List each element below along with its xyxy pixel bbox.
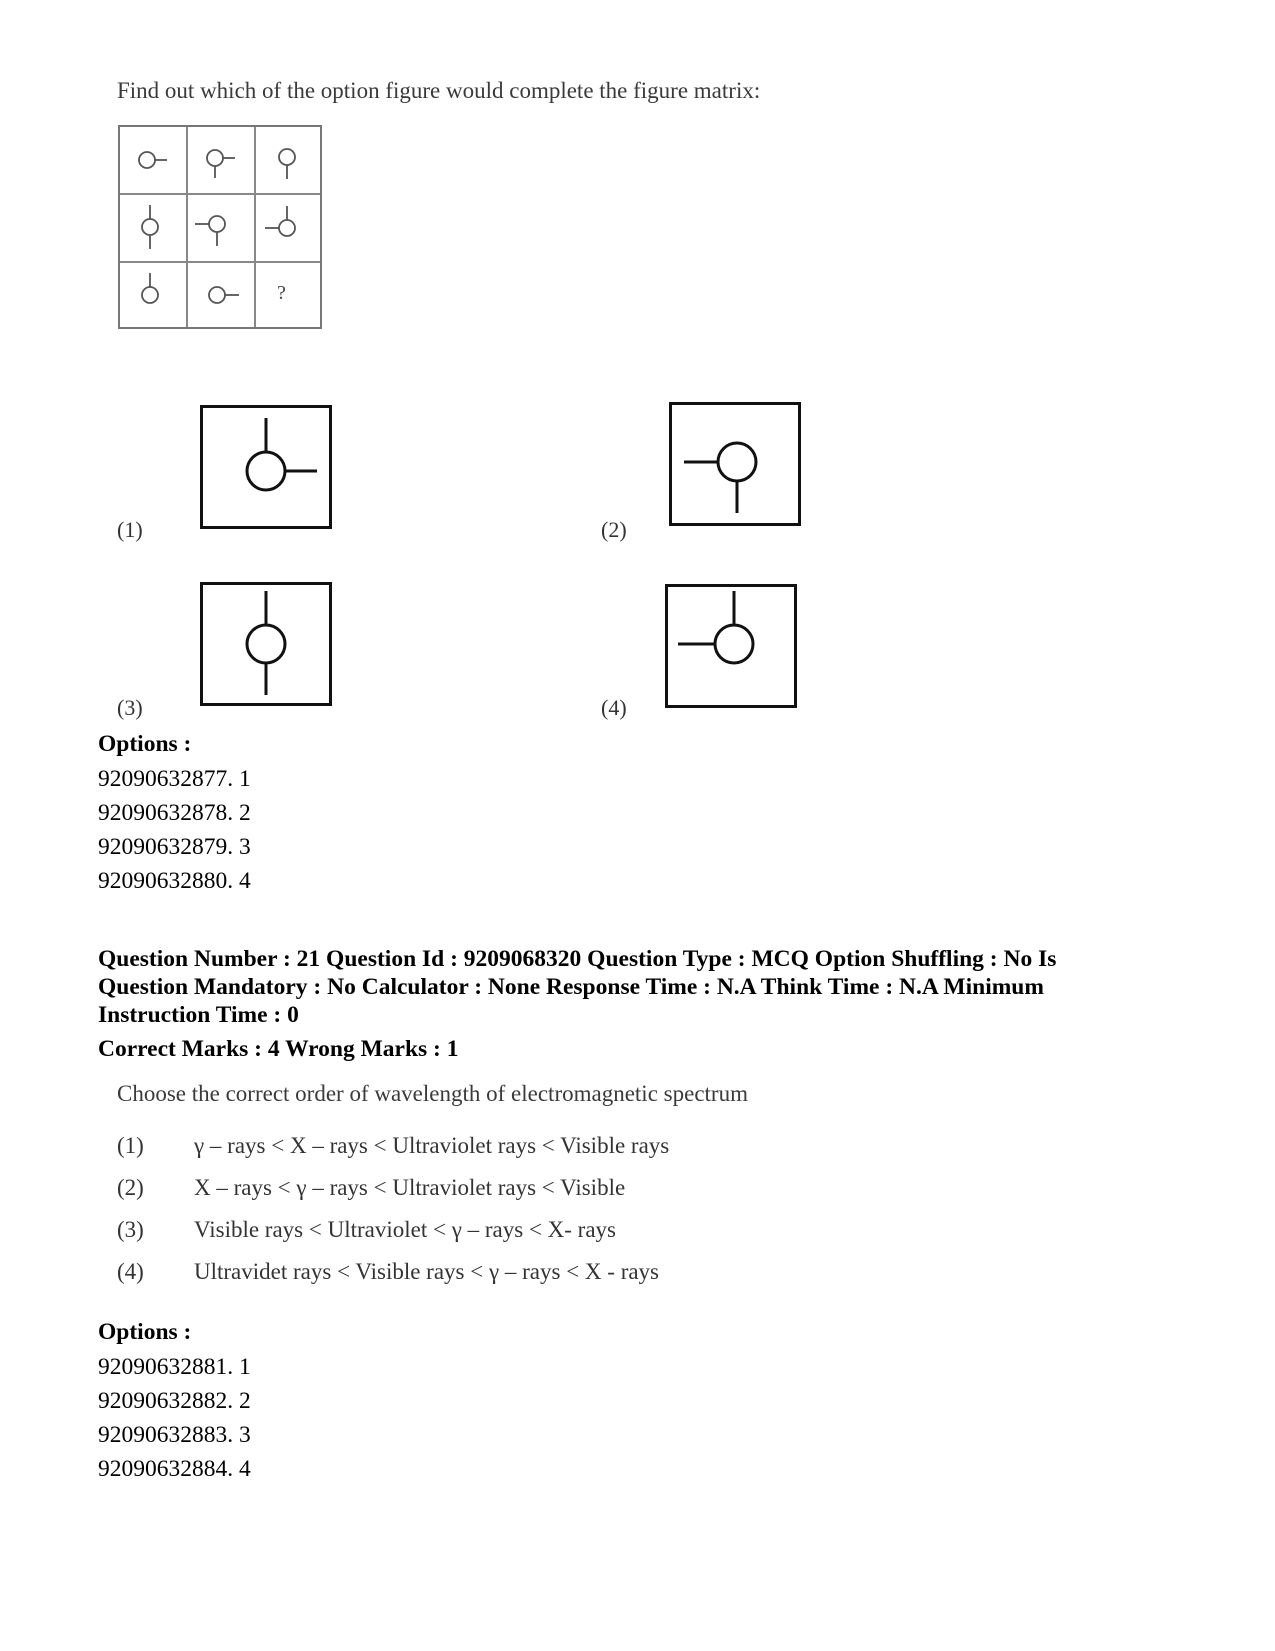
matrix-symbol-r1c2	[207, 150, 235, 178]
matrix-symbol-r1c3	[279, 149, 295, 179]
q20-option-figure-1[interactable]	[200, 405, 332, 529]
q21-choice-2	[117, 1175, 625, 1201]
q21-choice-4	[117, 1259, 659, 1285]
option-figure-1-symbol	[203, 408, 329, 526]
q20-options-heading: Options :	[98, 731, 192, 757]
q21-choice-text: Ultravidet rays < Visible rays < γ – rays < X - rays	[194, 1259, 660, 1284]
q20-option-label-1: (1)	[117, 517, 143, 542]
q20-option-3[interactable]: 92090632879. 3	[98, 834, 251, 860]
q20-option-figure-3[interactable]	[200, 582, 332, 706]
q20-option-label-2: (2)	[601, 517, 627, 542]
matrix-symbol-r3c2	[209, 287, 239, 303]
q21-choice-text: Visible rays < Ultraviolet < γ – rays < X- rays	[194, 1217, 616, 1242]
figure-matrix	[118, 125, 322, 329]
q20-prompt: Find out which of the option figure would complete the figure matrix:	[117, 78, 761, 103]
option-figure-4-symbol	[668, 587, 794, 705]
q20-option-figure-4[interactable]	[665, 584, 797, 708]
q21-meta-line: Question Number : 21 Question Id : 9209068320 Question Type : MCQ Option Shuffling : No Is	[98, 946, 1057, 972]
q21-options-heading: Options :	[98, 1319, 192, 1345]
q21-choice-number: (2)	[117, 1175, 144, 1200]
q21-choice-3	[117, 1217, 616, 1243]
matrix-symbols	[120, 127, 320, 327]
matrix-symbol-r3c1	[142, 273, 158, 303]
q21-choice-number: (1)	[117, 1133, 144, 1158]
q21-prompt: Choose the correct order of wavelength of electromagnetic spectrum	[117, 1081, 748, 1106]
q21-choice-text: X – rays < γ – rays < Ultraviolet rays < Visible	[194, 1175, 626, 1200]
option-figure-3-symbol	[203, 585, 329, 703]
q20-option-1[interactable]: 92090632877. 1	[98, 766, 251, 792]
q20-option-2[interactable]: 92090632878. 2	[98, 800, 251, 826]
q21-option-1[interactable]: 92090632881. 1	[98, 1354, 251, 1380]
matrix-symbol-r2c1	[142, 205, 158, 249]
q20-options-list	[98, 762, 251, 898]
q20-option-4[interactable]: 92090632880. 4	[98, 868, 251, 894]
q20-option-figure-2[interactable]	[669, 402, 801, 526]
q21-choice-number: (4)	[117, 1259, 144, 1284]
q21-choice-number: (3)	[117, 1217, 144, 1242]
option-figure-2-symbol	[672, 405, 798, 523]
q21-option-3[interactable]: 92090632883. 3	[98, 1422, 251, 1448]
q21-option-2[interactable]: 92090632882. 2	[98, 1388, 251, 1414]
q21-choice-1	[117, 1133, 669, 1159]
q21-meta-line: Instruction Time : 0	[98, 1002, 299, 1028]
matrix-symbol-r1c1	[139, 152, 167, 168]
q21-option-4[interactable]: 92090632884. 4	[98, 1456, 251, 1482]
matrix-symbol-r2c3	[265, 206, 295, 236]
q21-marks: Correct Marks : 4 Wrong Marks : 1	[98, 1036, 459, 1062]
q20-option-label-3: (3)	[117, 695, 143, 720]
q20-option-label-4: (4)	[601, 695, 627, 720]
q21-meta-line: Question Mandatory : No Calculator : None Response Time : N.A Think Time : N.A Minimum	[98, 974, 1044, 1000]
matrix-symbol-r2c2	[195, 216, 225, 246]
q21-metadata	[98, 945, 1218, 1029]
q21-options-list	[98, 1350, 251, 1486]
q21-choice-text: γ – rays < X – rays < Ultraviolet rays < Visible rays	[194, 1133, 670, 1158]
matrix-missing-mark: ?	[277, 282, 286, 304]
